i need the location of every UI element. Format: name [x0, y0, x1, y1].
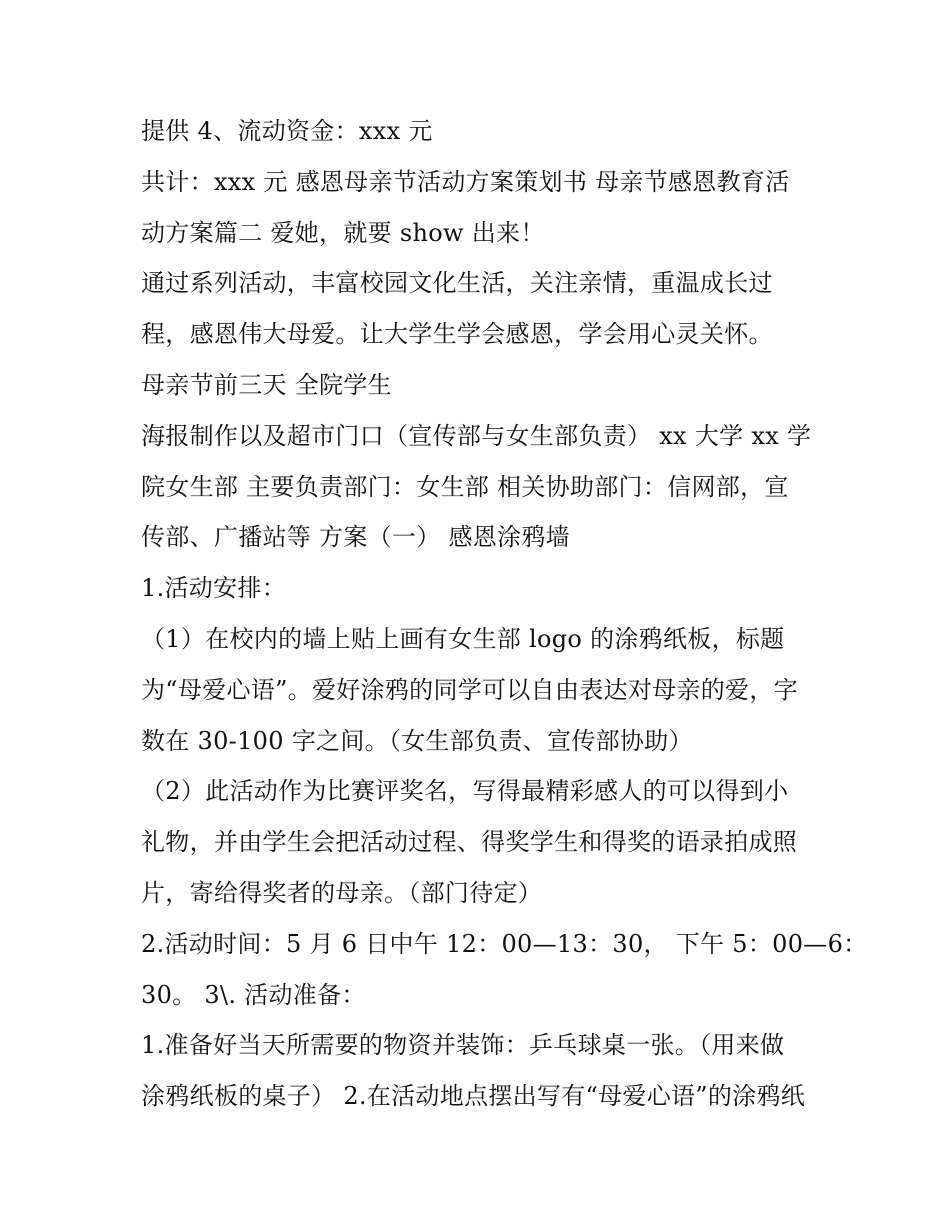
text-line: （2）此活动作为比赛评奖名，写得最精彩感人的可以得到小: [141, 777, 789, 806]
text-line: 程，感恩伟大母爱。让大学生学会感恩，学会用心灵关怀。: [141, 320, 773, 349]
text-line: 1.准备好当天所需要的物资并装饰：乒乓球桌一张。（用来做: [141, 1031, 785, 1060]
text-line: 涂鸦纸板的桌子） 2.在活动地点摆出写有“母爱心语”的涂鸦纸: [141, 1082, 806, 1111]
text-line: 为“母爱心语”。爱好涂鸦的同学可以自由表达对母亲的爱，字: [141, 675, 798, 704]
text-line: 动方案篇二 爱她，就要 show 出来！: [141, 218, 545, 247]
text-line: 30。 3\. 活动准备：: [141, 980, 366, 1009]
text-line: 通过系列活动，丰富校园文化生活，关注亲情，重温成长过: [141, 269, 773, 298]
text-line: 1.活动安排：: [141, 574, 286, 603]
text-line: 片，寄给得奖者的母亲。（部门待定）: [141, 878, 543, 907]
text-line: （1）在校内的墙上贴上画有女生部 logo 的涂鸦纸板，标题: [141, 624, 785, 653]
text-line: 礼物，并由学生会把活动过程、得奖学生和得奖的语录拍成照: [141, 828, 798, 857]
text-line: 提供 4、流动资金：xxx 元: [141, 117, 433, 145]
text-line: 数在 30-100 字之间。（女生部负责、宣传部协助）: [141, 726, 693, 755]
text-line: 母亲节前三天 全院学生: [141, 370, 392, 399]
text-line: 传部、广播站等 方案（一） 感恩涂鸦墙: [141, 523, 570, 552]
text-line: 2.活动时间：5 月 6 日中午 12：00—13：30， 下午 5：00—6：: [141, 929, 868, 958]
text-line: 海报制作以及超市门口（宣传部与女生部负责） xx 大学 xx 学: [141, 421, 812, 450]
document-body: [141, 106, 868, 1122]
text-line: 共计：xxx 元 感恩母亲节活动方案策划书 母亲节感恩教育活: [141, 167, 790, 196]
text-line: 院女生部 主要负责部门：女生部 相关协助部门：信网部，宣: [141, 472, 789, 501]
